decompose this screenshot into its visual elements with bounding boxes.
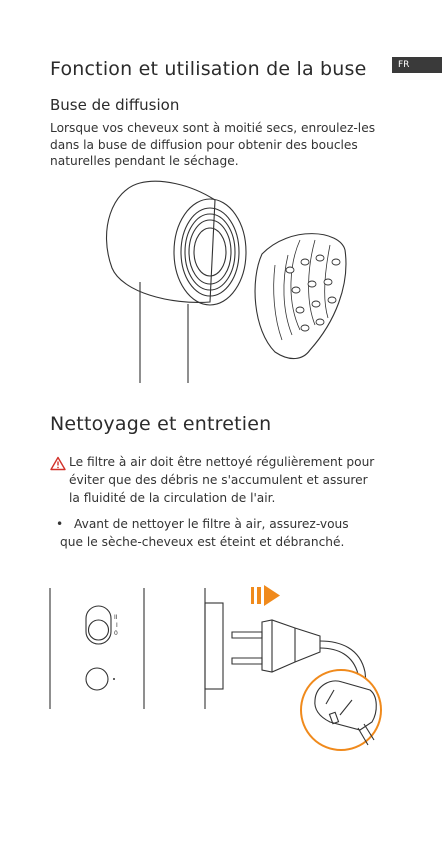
- diffuser-description-line: dans la buse de diffusion pour obtenir des boucles: [50, 137, 358, 152]
- switch-label: II: [114, 614, 118, 621]
- bullet-text-line: Avant de nettoyer le filtre à air, assurez-vous: [74, 517, 349, 531]
- subtitle-diffuser: Buse de diffusion: [50, 96, 180, 114]
- warning-text-line: éviter que des débris ne s'accumulent et assurer: [69, 473, 368, 487]
- diffuser-description-line: Lorsque vos cheveux sont à moitié secs, enroulez-les: [50, 121, 376, 135]
- bullet-symbol: •: [56, 517, 64, 531]
- warning-text-line: Le filtre à air doit être nettoyé régulièrement pour: [69, 455, 375, 469]
- switch-label: I: [116, 622, 118, 629]
- unplug-direction-arrow-icon: [251, 585, 280, 606]
- language-tab: FR: [392, 57, 442, 73]
- diffuser-description-line: naturelles pendant le séchage.: [50, 154, 239, 168]
- switch-label: 0: [114, 630, 118, 637]
- warning-text-line: la fluidité de la circulation de l'air.: [69, 491, 276, 505]
- section-title-cleaning: Nettoyage et entretien: [50, 413, 272, 435]
- section-title-nozzle: Fonction et utilisation de la buse: [50, 58, 367, 80]
- bullet-text-line: que le sèche-cheveux est éteint et débranché.: [60, 535, 345, 549]
